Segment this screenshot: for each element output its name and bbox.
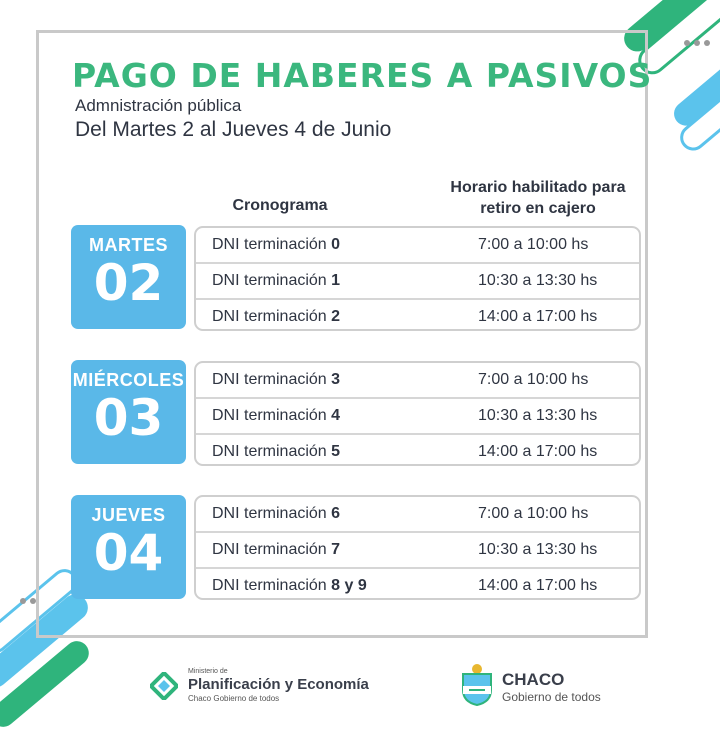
ministry-diamond-icon: [150, 672, 178, 700]
date-range: Del Martes 2 al Jueves 4 de Junio: [75, 118, 392, 141]
ministry-small-line: Ministerio de: [188, 668, 228, 675]
table-row: [196, 433, 639, 469]
schedule-table-martes: [194, 226, 641, 331]
table-row: [196, 363, 639, 397]
dni-ending: DNI terminación 8 y 9: [212, 577, 367, 594]
dni-ending: DNI terminación 2: [212, 308, 341, 325]
footer-logos: [0, 658, 720, 718]
chaco-name: CHACO: [502, 670, 565, 689]
decor-dots-top: [684, 40, 714, 48]
chaco-logo: [460, 660, 630, 710]
time-slot: 7:00 a 10:00 hs: [478, 371, 589, 388]
dni-ending: DNI terminación 7: [212, 541, 341, 558]
dni-ending: DNI terminación 4: [212, 407, 341, 424]
table-row: [196, 497, 639, 531]
table-row: [196, 262, 639, 298]
day-name: MIÉRCOLES: [72, 370, 185, 390]
ministry-logo: [150, 662, 380, 708]
dni-ending: DNI terminación 1: [212, 272, 341, 289]
time-slot: 7:00 a 10:00 hs: [478, 236, 589, 253]
column-header-schedule: Cronograma: [232, 197, 328, 214]
day-badge-martes: [71, 225, 186, 329]
time-slot: 7:00 a 10:00 hs: [478, 505, 589, 522]
day-number: 03: [93, 389, 164, 447]
table-row: [196, 298, 639, 334]
page-subtitle: Admnistración pública: [75, 96, 242, 115]
day-number: 04: [93, 524, 164, 582]
day-name: MARTES: [89, 235, 168, 255]
day-number: 02: [93, 254, 164, 312]
time-slot: 14:00 a 17:00 hs: [478, 577, 598, 594]
ministry-name: Planificación y Economía: [188, 676, 369, 693]
dni-ending: DNI terminación 5: [212, 443, 341, 460]
column-header-hours-line1: Horario habilitado para: [450, 179, 626, 196]
dni-ending: DNI terminación 6: [212, 505, 341, 522]
chaco-tagline: Gobierno de todos: [502, 690, 601, 704]
schedule-table-miercoles: [194, 361, 641, 466]
table-row: [196, 228, 639, 262]
table-row: [196, 567, 639, 603]
table-row: [196, 397, 639, 433]
time-slot: 14:00 a 17:00 hs: [478, 443, 598, 460]
table-row: [196, 531, 639, 567]
dni-ending: DNI terminación 3: [212, 371, 341, 388]
time-slot: 10:30 a 13:30 hs: [478, 272, 598, 289]
time-slot: 10:30 a 13:30 hs: [478, 407, 598, 424]
time-slot: 10:30 a 13:30 hs: [478, 541, 598, 558]
ministry-tagline: Chaco Gobierno de todos: [188, 694, 280, 703]
schedule-table-jueves: [194, 495, 641, 600]
column-header-hours-line2: retiro en cajero: [480, 200, 596, 217]
day-badge-jueves: [71, 495, 186, 599]
dni-ending: DNI terminación 0: [212, 236, 341, 253]
day-badge-miercoles: [71, 360, 186, 464]
time-slot: 14:00 a 17:00 hs: [478, 308, 598, 325]
day-name: JUEVES: [91, 505, 166, 525]
column-header-hours: [428, 177, 648, 219]
page-title: PAGO DE HABERES A PASIVOS: [72, 56, 653, 95]
chaco-coat-of-arms-icon: [460, 662, 494, 706]
